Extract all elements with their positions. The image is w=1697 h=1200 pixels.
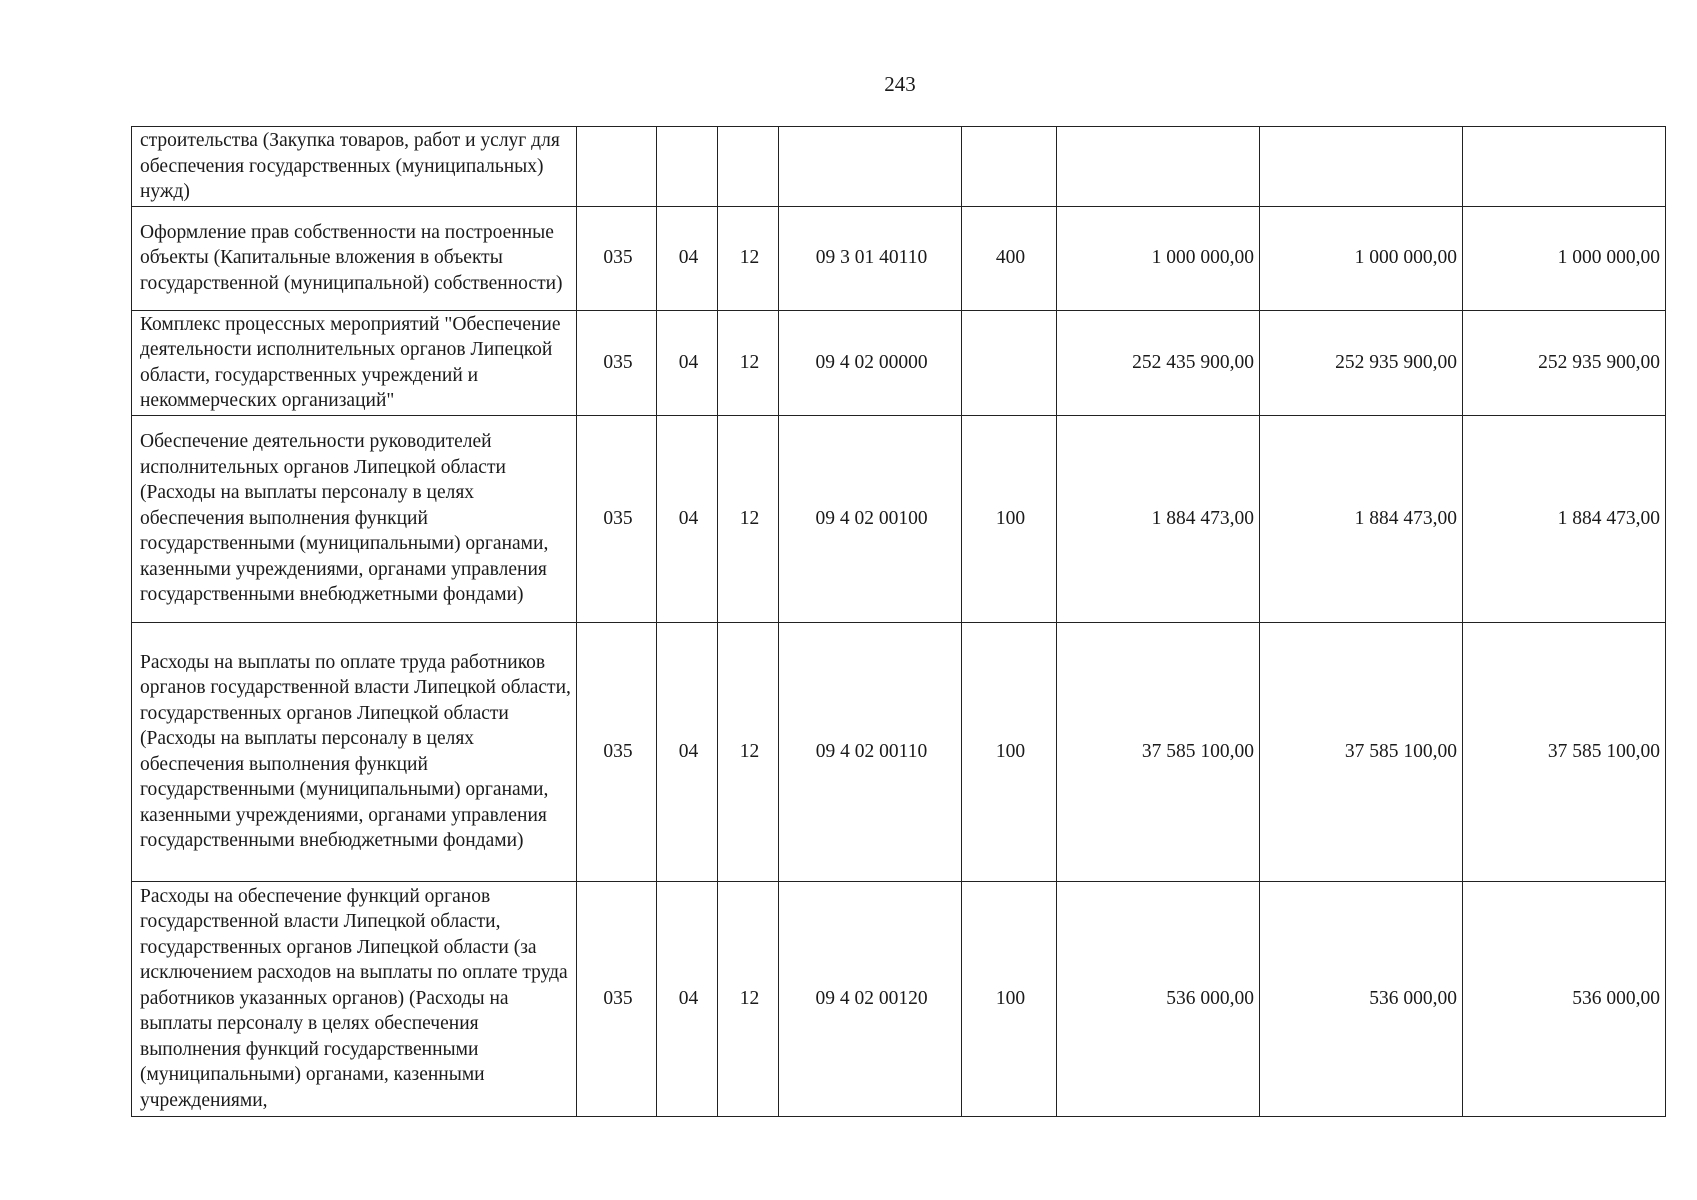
amount-year-3: 37 585 100,00 bbox=[1463, 622, 1666, 881]
section-code: 04 bbox=[657, 622, 718, 881]
expense-type-code bbox=[962, 127, 1057, 207]
section-code: 04 bbox=[657, 206, 718, 310]
table-row bbox=[132, 310, 1666, 415]
table-row bbox=[132, 415, 1666, 622]
section-code: 04 bbox=[657, 415, 718, 622]
section-code: 04 bbox=[657, 310, 718, 415]
target-article-code: 09 4 02 00110 bbox=[779, 622, 962, 881]
ministry-code: 035 bbox=[577, 415, 657, 622]
subsection-code: 12 bbox=[718, 206, 779, 310]
target-article-code: 09 3 01 40110 bbox=[779, 206, 962, 310]
expense-type-code: 100 bbox=[962, 881, 1057, 1116]
row-description: Оформление прав собственности на построенные объекты (Капитальные вложения в объекты государственной (муниципальной) собственности) bbox=[132, 206, 577, 310]
budget-table bbox=[131, 126, 1666, 1117]
table-row bbox=[132, 206, 1666, 310]
ministry-code: 035 bbox=[577, 622, 657, 881]
amount-year-1: 1 884 473,00 bbox=[1057, 415, 1260, 622]
expense-type-code: 100 bbox=[962, 622, 1057, 881]
subsection-code: 12 bbox=[718, 415, 779, 622]
section-code: 04 bbox=[657, 881, 718, 1116]
section-code bbox=[657, 127, 718, 207]
target-article-code: 09 4 02 00120 bbox=[779, 881, 962, 1116]
expense-type-code bbox=[962, 310, 1057, 415]
subsection-code: 12 bbox=[718, 622, 779, 881]
expense-type-code: 100 bbox=[962, 415, 1057, 622]
amount-year-3: 1 884 473,00 bbox=[1463, 415, 1666, 622]
ministry-code: 035 bbox=[577, 881, 657, 1116]
amount-year-1: 252 435 900,00 bbox=[1057, 310, 1260, 415]
amount-year-2: 37 585 100,00 bbox=[1260, 622, 1463, 881]
amount-year-2: 1 884 473,00 bbox=[1260, 415, 1463, 622]
row-description: Комплекс процессных мероприятий "Обеспечение деятельности исполнительных органов Липецкой области, государственных учреждений и некоммерческих организаций" bbox=[132, 310, 577, 415]
row-description: Расходы на обеспечение функций органов государственной власти Липецкой области, государственных органов Липецкой области (за исключением расходов на выплаты по оплате труда работников указанных органов) (Расходы на выплаты персоналу в целях обеспечения выполнения функций государственными (муниципальными) органами, казенными учреждениями, bbox=[132, 881, 577, 1116]
table-row bbox=[132, 881, 1666, 1116]
amount-year-1: 1 000 000,00 bbox=[1057, 206, 1260, 310]
ministry-code: 035 bbox=[577, 310, 657, 415]
amount-year-2 bbox=[1260, 127, 1463, 207]
amount-year-3: 536 000,00 bbox=[1463, 881, 1666, 1116]
expense-type-code: 400 bbox=[962, 206, 1057, 310]
row-description: Расходы на выплаты по оплате труда работников органов государственной власти Липецкой области, государственных органов Липецкой области (Расходы на выплаты персоналу в целях обеспечения выполнения функций государственными (муниципальными) органами, казенными учреждениями, органами управления государственными внебюджетными фондами) bbox=[132, 622, 577, 881]
amount-year-3: 1 000 000,00 bbox=[1463, 206, 1666, 310]
table-row bbox=[132, 127, 1666, 207]
subsection-code bbox=[718, 127, 779, 207]
amount-year-2: 252 935 900,00 bbox=[1260, 310, 1463, 415]
row-description: строительства (Закупка товаров, работ и услуг для обеспечения государственных (муниципальных) нужд) bbox=[132, 127, 577, 207]
amount-year-3: 252 935 900,00 bbox=[1463, 310, 1666, 415]
target-article-code: 09 4 02 00100 bbox=[779, 415, 962, 622]
page-number: 243 bbox=[884, 72, 916, 96]
subsection-code: 12 bbox=[718, 310, 779, 415]
ministry-code bbox=[577, 127, 657, 207]
ministry-code: 035 bbox=[577, 206, 657, 310]
amount-year-2: 1 000 000,00 bbox=[1260, 206, 1463, 310]
table-row bbox=[132, 622, 1666, 881]
target-article-code bbox=[779, 127, 962, 207]
amount-year-1 bbox=[1057, 127, 1260, 207]
row-description: Обеспечение деятельности руководителей исполнительных органов Липецкой области (Расходы на выплаты персоналу в целях обеспечения выполнения функций государственными (муниципальными) органами, казенными учреждениями, органами управления государственными внебюджетными фондами) bbox=[132, 415, 577, 622]
amount-year-3 bbox=[1463, 127, 1666, 207]
subsection-code: 12 bbox=[718, 881, 779, 1116]
target-article-code: 09 4 02 00000 bbox=[779, 310, 962, 415]
amount-year-1: 37 585 100,00 bbox=[1057, 622, 1260, 881]
amount-year-2: 536 000,00 bbox=[1260, 881, 1463, 1116]
amount-year-1: 536 000,00 bbox=[1057, 881, 1260, 1116]
